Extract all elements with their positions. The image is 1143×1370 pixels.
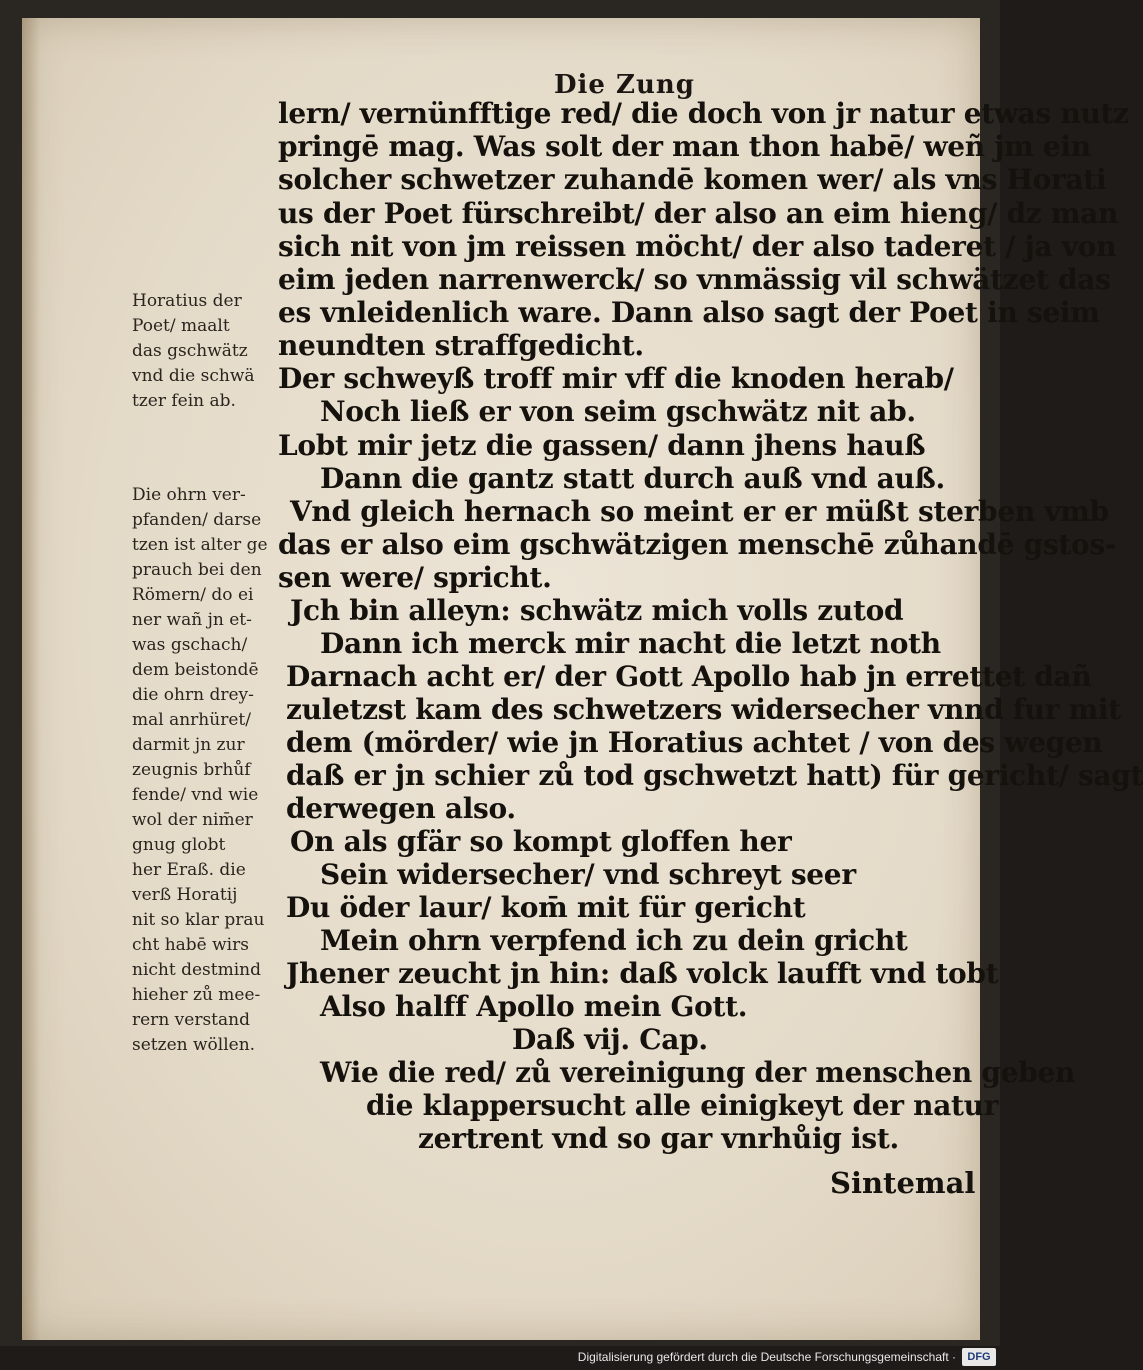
text-line: Vnd gleich hernach so meint er er müßt sterben vmb — [290, 495, 1109, 528]
margin-note-line: Horatius der — [132, 291, 242, 311]
margin-note-line: mal anrhüret/ — [132, 710, 251, 730]
verse-line: Lobt mir jetz die gassen/ dann jhens hauß — [278, 429, 926, 462]
verse-line: Dann ich merck mir nacht die letzt noth — [320, 627, 941, 660]
margin-note-line: nicht destmind — [132, 960, 261, 980]
verse-line: Sein widersecher/ vnd schreyt seer — [320, 858, 856, 891]
margin-note-line: darmit jn zur — [132, 735, 245, 755]
text-line: das er also eim gschwätzigen menschē zůhandē gstos- — [278, 528, 1117, 561]
margin-note-line: gnug globt — [132, 835, 226, 855]
verse-line: Noch ließ er von seim gschwätz nit ab. — [320, 395, 916, 428]
text-line: neundten straffgedicht. — [278, 329, 644, 362]
margin-note-line: ner wañ jn et- — [132, 610, 252, 630]
margin-note-line: Die ohrn ver- — [132, 485, 246, 505]
text-line: lern/ vernünfftige red/ die doch von jr natur etwas nutz — [278, 97, 1129, 130]
text-line: eim jeden narrenwerck/ so vnmässig vil schwätzet das — [278, 263, 1111, 296]
margin-note-line: Römern/ do ei — [132, 585, 254, 605]
margin-note-line: dem beistondē — [132, 660, 259, 680]
verse-line: Du öder laur/ kom̄ mit für gericht — [286, 891, 806, 924]
book-page — [22, 18, 1143, 1340]
margin-note-line: her Eraß. die — [132, 860, 246, 880]
margin-note-line: Poet/ maalt — [132, 316, 230, 336]
margin-note-line: wol der nim̄er — [132, 810, 253, 830]
margin-note-line: verß Horatij — [132, 885, 238, 905]
text-line: zuletzst kam des schwetzers widersecher vnnd fur mit — [286, 693, 1121, 726]
chapter-summary-line: Wie die red/ zů vereinigung der menschen geben — [320, 1056, 1076, 1089]
margin-note-line: vnd die schwä — [132, 366, 255, 386]
digitization-footer — [0, 1346, 1000, 1370]
margin-note-line: prauch bei den — [132, 560, 262, 580]
verse-line: Dann die gantz statt durch auß vnd auß. — [320, 462, 945, 495]
dfg-logo: DFG — [962, 1348, 996, 1366]
text-line: daß er jn schier zů tod gschwetzt hatt) für gericht/ sagt — [286, 759, 1143, 792]
catchword: Sintemal — [830, 1166, 976, 1200]
verse-line: Jhener zeucht jn hin: daß volck laufft vnd tobt — [286, 957, 999, 990]
text-line: sen were/ spricht. — [278, 561, 552, 594]
text-line: solcher schwetzer zuhandē komen wer/ als vns Horati — [278, 163, 1107, 196]
funding-credit: Digitalisierung gefördert durch die Deutsche Forschungsgemeinschaft · — [577, 1350, 956, 1364]
text-line: derwegen also. — [286, 792, 516, 825]
margin-note-line: fende/ vnd wie — [132, 785, 259, 805]
text-line: sich nit von jm reissen möcht/ der also taderet / ja von — [278, 230, 1117, 263]
verse-line: Also halff Apollo mein Gott. — [320, 990, 748, 1023]
margin-note-line: rern verstand — [132, 1010, 250, 1030]
margin-note-line: pfanden/ darse — [132, 510, 262, 530]
chapter-heading: Daß vij. Cap. — [512, 1023, 708, 1056]
text-line: pringē mag. Was solt der man thon habē/ weñ jm ein — [278, 130, 1091, 163]
verse-line: Der schweyß troff mir vff die knoden herab/ — [278, 362, 954, 395]
margin-note-line: hieher zů mee- — [132, 985, 261, 1005]
margin-note-line: die ohrn drey- — [132, 685, 254, 705]
text-line: Darnach acht er/ der Gott Apollo hab jn errettet dañ — [286, 660, 1092, 693]
margin-note-line: das gschwätz — [132, 341, 248, 361]
chapter-summary-line: die klappersucht alle einigkeyt der natur — [366, 1089, 999, 1122]
margin-note-line: tzen ist alter ge — [132, 535, 268, 555]
margin-note-line: cht habē wirs — [132, 935, 249, 955]
margin-note-line: zeugnis brhůf — [132, 760, 251, 780]
margin-note-line: was gschach/ — [132, 635, 248, 655]
verse-line: Mein ohrn verpfend ich zu dein gricht — [320, 924, 908, 957]
verse-line: On als gfär so kompt gloffen her — [290, 825, 792, 858]
margin-note-line: tzer fein ab. — [132, 391, 236, 411]
margin-note-line: nit so klar prau — [132, 910, 265, 930]
text-line: us der Poet fürschreibt/ der also an eim hieng/ dz man — [278, 197, 1119, 230]
text-line: es vnleidenlich ware. Dann also sagt der Poet in seim — [278, 296, 1100, 329]
verse-line: Jch bin alleyn: schwätz mich volls zutod — [290, 594, 904, 627]
margin-note-line: setzen wöllen. — [132, 1035, 256, 1055]
chapter-summary-line: zertrent vnd so gar vnrhůig ist. — [418, 1122, 899, 1155]
running-head: Die Zung — [554, 70, 695, 100]
text-line: dem (mörder/ wie jn Horatius achtet / von des wegen — [286, 726, 1103, 759]
